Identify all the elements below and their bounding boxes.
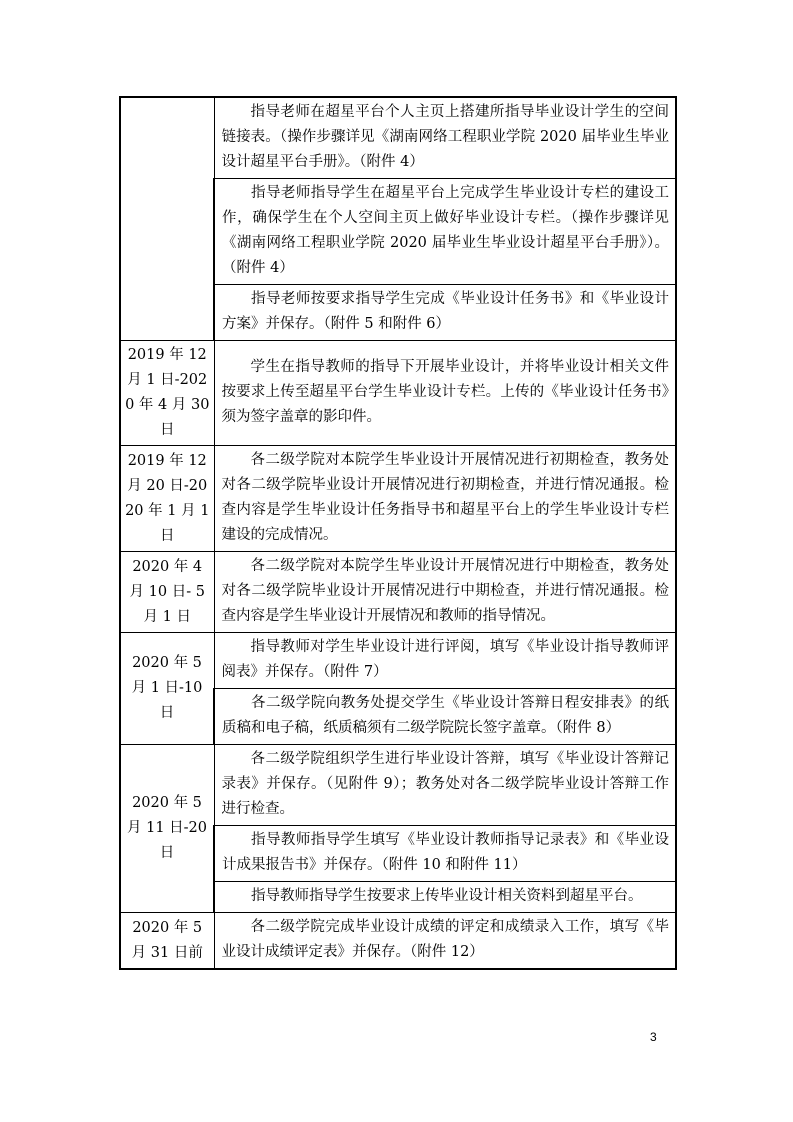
table-row (120, 552, 676, 633)
page-number: 3 (650, 1030, 657, 1044)
task-cell: 各二级学院向教务处提交学生《毕业设计答辩日程安排表》的纸质稿和电子稿，纸质稿须有二级学院院长签字盖章。（附件 8） (214, 689, 676, 745)
date-cell: 2020 年 4 月 10 日- 5 月 1 日 (120, 552, 214, 633)
table-row (120, 446, 676, 552)
table-row (120, 745, 676, 826)
date-cell: 2020 年 5 月 31 日前 (120, 913, 214, 970)
task-cell: 指导老师指导学生在超星平台上完成学生毕业设计专栏的建设工作，确保学生在个人空间主页上做好毕业设计专栏。（操作步骤详见《湖南网络工程职业学院 2020 届毕业生毕业设计超星平台手册》）。（附件 4） (214, 179, 676, 285)
schedule-table (119, 96, 677, 970)
task-cell: 各二级学院对本院学生毕业设计开展情况进行中期检查，教务处对各二级学院毕业设计开展情况进行中期检查，并进行情况通报。检查内容是学生毕业设计开展情况和教师的指导情况。 (214, 552, 676, 633)
table-row (120, 341, 676, 446)
table-row (120, 97, 676, 179)
task-cell: 指导老师按要求指导学生完成《毕业设计任务书》和《毕业设计方案》并保存。（附件 5 和附件 6） (214, 285, 676, 341)
date-cell (120, 97, 214, 341)
task-cell: 指导老师在超星平台个人主页上搭建所指导毕业设计学生的空间链接表。（操作步骤详见《湖南网络工程职业学院 2020 届毕业生毕业设计超星平台手册》。（附件 4） (214, 97, 676, 179)
task-cell: 各二级学院组织学生进行毕业设计答辩，填写《毕业设计答辩记录表》并保存。（见附件 9）；教务处对各二级学院毕业设计答辩工作进行检查。 (214, 745, 676, 826)
task-cell: 指导教师指导学生填写《毕业设计教师指导记录表》和《毕业设计成果报告书》并保存。（附件 10 和附件 11） (214, 826, 676, 882)
date-cell: 2019 年 12 月 1 日-2020 年 4 月 30 日 (120, 341, 214, 446)
table-row (120, 913, 676, 970)
task-cell: 指导教师指导学生按要求上传毕业设计相关资料到超星平台。 (214, 882, 676, 913)
date-cell: 2020 年 5 月 1 日-10 日 (120, 633, 214, 745)
task-cell: 指导教师对学生毕业设计进行评阅，填写《毕业设计指导教师评阅表》并保存。（附件 7） (214, 633, 676, 689)
date-cell: 2020 年 5 月 11 日-20 日 (120, 745, 214, 913)
task-cell: 各二级学院完成毕业设计成绩的评定和成绩录入工作，填写《毕业设计成绩评定表》并保存。（附件 12） (214, 913, 676, 970)
date-cell: 2019 年 12 月 20 日-2020 年 1 月 1 日 (120, 446, 214, 552)
task-cell: 各二级学院对本院学生毕业设计开展情况进行初期检查，教务处对各二级学院毕业设计开展情况进行初期检查，并进行情况通报。检查内容是学生毕业设计任务指导书和超星平台上的学生毕业设计专栏建设的完成情况。 (214, 446, 676, 552)
task-cell: 学生在指导教师的指导下开展毕业设计，并将毕业设计相关文件按要求上传至超星平台学生毕业设计专栏。上传的《毕业设计任务书》须为签字盖章的影印件。 (214, 341, 676, 446)
table-row (120, 633, 676, 689)
